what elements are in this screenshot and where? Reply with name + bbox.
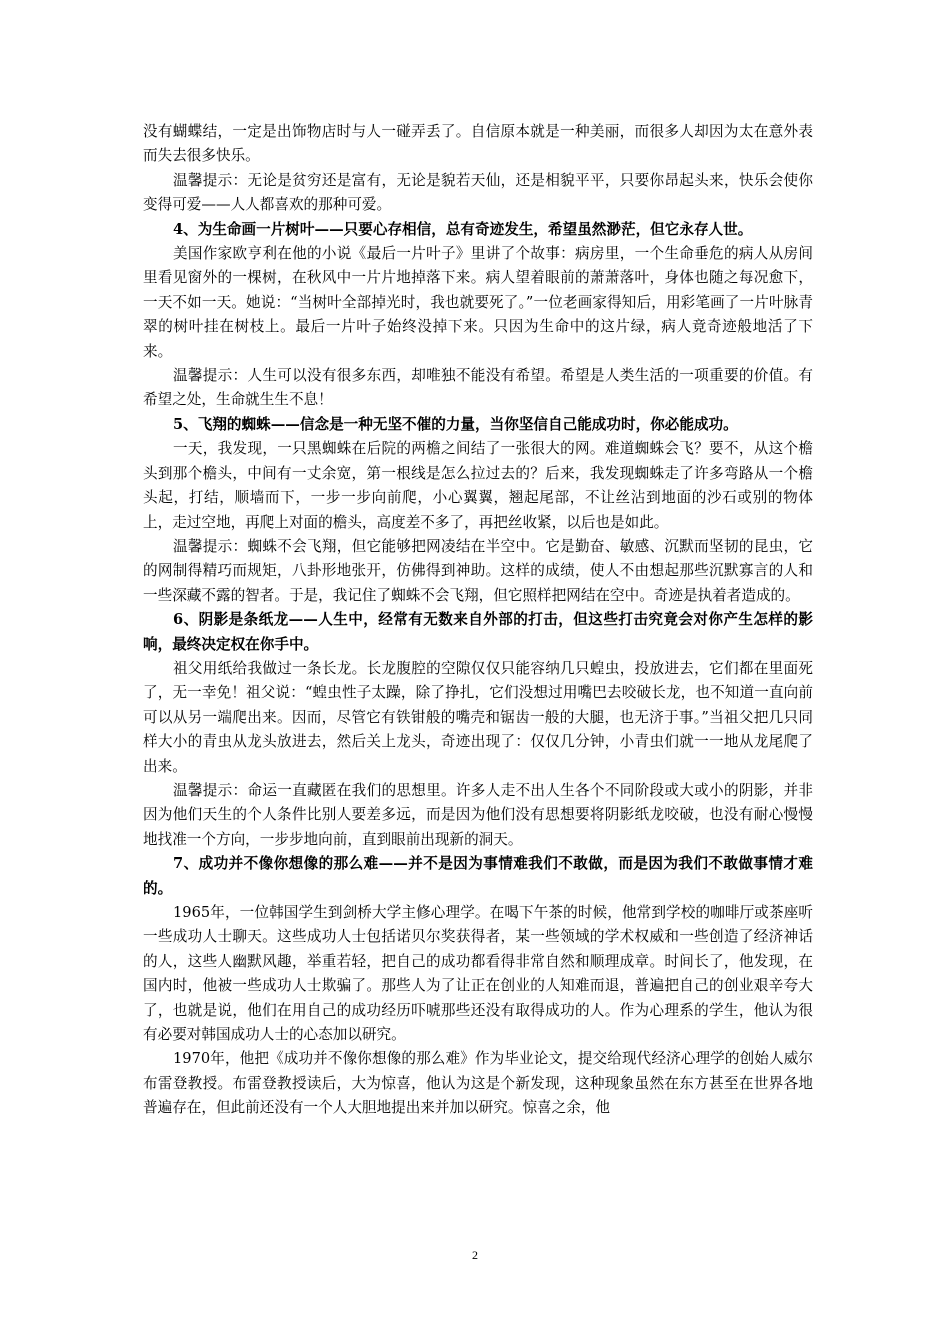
paragraph-continued: 没有蝴蝶结，一定是出饰物店时与人一碰弄丢了。自信原本就是一种美丽，而很多人却因为太在意外表而失去很多快乐。 <box>143 123 813 165</box>
page-number: 2 <box>472 1248 478 1262</box>
section-heading-7: 7、成功并不像你想像的那么难——并不是因为事情难我们不敢做，而是因为我们不敢做事情才难的。 <box>143 855 813 897</box>
story-paragraph: 一天，我发现，一只黑蜘蛛在后院的两檐之间结了一张很大的网。难道蜘蛛会飞？要不，从这个檐头到那个檐头，中间有一丈余宽，第一根线是怎么拉过去的？后来，我发现蜘蛛走了许多弯路从一个檐头起，打结，顺墙而下，一步一步向前爬，小心翼翼，翘起尾部，不让丝沾到地面的沙石或别的物体上，走过空地，再爬上对面的檐头，高度差不多了，再把丝收紧，以后也是如此。 <box>143 440 813 531</box>
story-paragraph: 祖父用纸给我做过一条长龙。长龙腹腔的空隙仅仅只能容纳几只蝗虫，投放进去，它们都在里面死了，无一幸免！祖父说：“蝗虫性子太躁，除了挣扎，它们没想过用嘴巴去咬破长龙，也不知道一直向前可以从另一端爬出来。因而，尽管它有铁钳般的嘴壳和锯齿一般的大腿，也无济于事。”当祖父把几只同样大小的青虫从龙头放进去，然后关上龙头，奇迹出现了：仅仅几分钟，小青虫们就一一地从龙尾爬了出来。 <box>143 659 813 775</box>
tip-paragraph: 温馨提示：人生可以没有很多东西，却唯独不能没有希望。希望是人类生活的一项重要的价值。有希望之处，生命就生生不息！ <box>143 367 813 409</box>
tip-paragraph: 温馨提示：命运一直藏匿在我们的思想里。许多人走不出人生各个不同阶段或大或小的阴影，并非因为他们天生的个人条件比别人要差多远，而是因为他们没有思想要将阴影纸龙咬破，也没有耐心慢慢地找准一个方向，一步步地向前，直到眼前出现新的洞天。 <box>143 781 813 848</box>
story-paragraph: 1965年，一位韩国学生到剑桥大学主修心理学。在喝下午茶的时候，他常到学校的咖啡厅或茶座听一些成功人士聊天。这些成功人士包括诺贝尔奖获得者，某一些领域的学术权威和一些创造了经济神话的人，这些人幽默风趣，举重若轻，把自己的成功都看得非常自然和顺理成章。时间长了，他发现，在国内时，他被一些成功人士欺骗了。那些人为了让正在创业的人知难而退，普遍把自己的创业艰辛夸大了，也就是说，他们在用自己的成功经历吓唬那些还没有取得成功的人。作为心理系的学生，他认为很有必要对韩国成功人士的心态加以研究。 <box>143 904 813 1044</box>
tip-paragraph: 温馨提示：无论是贫穷还是富有，无论是貌若天仙，还是相貌平平，只要你昂起头来，快乐会使你变得可爱——人人都喜欢的那种可爱。 <box>143 171 813 214</box>
section-heading-6: 6、阴影是条纸龙——人生中，经常有无数来自外部的打击，但这些打击究竟会对你产生怎样的影响，最终决定权在你手中。 <box>143 611 813 653</box>
tip-paragraph: 温馨提示：蜘蛛不会飞翔，但它能够把网凌结在半空中。它是勤奋、敏感、沉默而坚韧的昆虫，它的网制得精巧而规矩，八卦形地张开，仿佛得到神助。这样的成绩，使人不由想起那些沉默寡言的人和一些深藏不露的智者。于是，我记住了蜘蛛不会飞翔，但它照样把网结在空中。奇迹是执着者造成的。 <box>143 537 813 604</box>
section-heading-4: 4、为生命画一片树叶——只要心存相信，总有奇迹发生，希望虽然渺茫，但它永存人世。 <box>173 220 753 238</box>
story-paragraph: 1970年，他把《成功并不像你想像的那么难》作为毕业论文，提交给现代经济心理学的创始人威尔布雷登教授。布雷登教授读后，大为惊喜，他认为这是个新发现，这种现象虽然在东方甚至在世界各地普遍存在，但此前还没有一个人大胆地提出来并加以研究。惊喜之余，他 <box>143 1050 813 1117</box>
story-paragraph: 美国作家欧亨利在他的小说《最后一片叶子》里讲了个故事：病房里，一个生命垂危的病人从房间里看见窗外的一棵树，在秋风中一片片地掉落下来。病人望着眼前的萧萧落叶，身体也随之每况愈下，一天不如一天。她说：“当树叶全部掉光时，我也就要死了。”一位老画家得知后，用彩笔画了一片叶脉青翠的树叶挂在树枝上。最后一片叶子始终没掉下来。只因为生命中的这片绿，病人竟奇迹般地活了下来。 <box>143 245 813 360</box>
page-body <box>143 120 813 1121</box>
section-heading-5: 5、飞翔的蜘蛛——信念是一种无坚不催的力量，当你坚信自己能成功时，你必能成功。 <box>173 415 738 433</box>
